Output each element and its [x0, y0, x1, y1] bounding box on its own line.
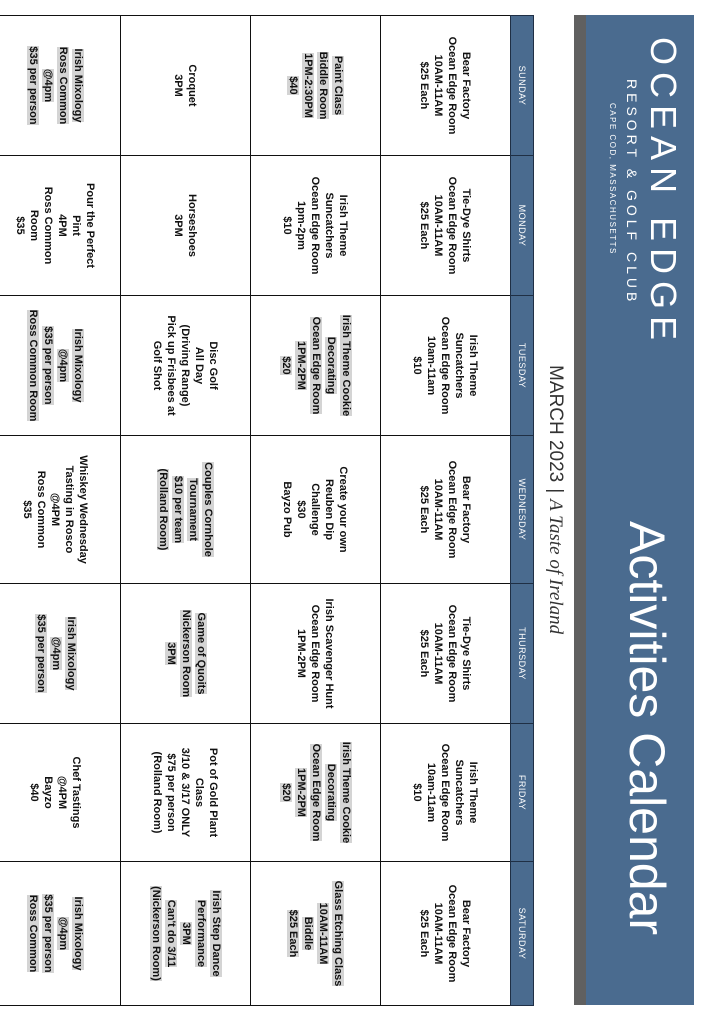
activity-line: $30	[295, 500, 308, 519]
calendar-grid	[0, 15, 534, 1006]
activity-line: 3PM	[172, 214, 185, 237]
day-header-row	[511, 16, 534, 1006]
activity-line: 10AM-11AM	[432, 478, 445, 541]
activity-line: All Day	[193, 346, 206, 385]
activity-entry	[172, 160, 200, 291]
calendar-cell	[0, 862, 121, 1006]
calendar-cell	[121, 436, 251, 584]
day-header: WEDNESDAY	[511, 436, 534, 584]
activity-line: Pour the Perfect	[84, 183, 97, 268]
month-label: MARCH 2023	[545, 365, 566, 483]
calendar-cell	[381, 584, 511, 724]
activity-line: Pick up Frisbees at	[165, 315, 178, 416]
activity-line: 10AM-11AM	[432, 194, 445, 257]
activity-line: Bayzo	[42, 776, 55, 809]
activity-line: Irish Theme Cookie	[340, 741, 352, 844]
activity-line: $25 Each	[418, 201, 431, 250]
activity-line: Ocean Edge Room	[446, 604, 459, 703]
activity-line: Irish Theme	[337, 194, 350, 257]
activity-line: $35 per person	[35, 614, 47, 693]
activity-entry	[418, 440, 474, 579]
activity-entry	[163, 588, 208, 719]
activity-line: Ross Common	[35, 470, 48, 549]
page-title: Activities Calendar	[619, 521, 675, 936]
activity-line: $10	[281, 216, 294, 235]
activity-line: 10AM-11AM	[432, 902, 445, 965]
activity-line: $25 Each	[287, 909, 300, 958]
calendar-cell	[381, 436, 511, 584]
activity-line: Pot of Gold Plant	[207, 747, 220, 838]
activity-line: Glass Etching Class	[332, 880, 345, 987]
activity-entry	[281, 440, 351, 579]
activity-line: Ocean Edge Room	[309, 176, 322, 275]
activity-line: Suncatchers	[453, 759, 466, 826]
activity-line: $20	[280, 783, 292, 802]
calendar-row	[251, 16, 381, 1006]
activity-entry	[151, 728, 221, 857]
calendar-cell	[381, 16, 511, 156]
activity-line: Room	[28, 209, 41, 242]
activity-entry	[418, 866, 474, 1001]
activity-entry	[278, 300, 353, 431]
activity-line: $25 Each	[418, 909, 431, 958]
activity-line: Ocean Edge Room	[446, 176, 459, 275]
activity-line: $25 Each	[418, 629, 431, 678]
calendar-cell	[0, 296, 121, 436]
activity-entry	[26, 300, 86, 431]
calendar-cell	[0, 724, 121, 862]
activity-line: Class	[193, 777, 206, 808]
theme-label: A Taste of Ireland	[545, 499, 566, 635]
calendar-cell	[251, 862, 381, 1006]
activity-line: @4PM	[56, 775, 69, 810]
activity-line: Irish Theme	[467, 761, 480, 824]
activity-line: $35 per person	[42, 894, 55, 973]
activity-line: 3/10 & 3/17 ONLY	[179, 747, 192, 838]
activity-line: Can't do 3/11	[165, 899, 177, 968]
activity-entry	[418, 588, 474, 719]
day-header: SUNDAY	[511, 16, 534, 156]
activity-line: Ross Common	[27, 894, 40, 973]
activity-line: Irish Scavenger Hunt	[323, 598, 336, 709]
activity-line: Golf Shot	[151, 340, 164, 391]
activity-line: Game of Quoits	[195, 612, 207, 695]
header-banner	[586, 15, 694, 1005]
activity-line: $40	[28, 783, 41, 802]
brand-logo: OCEAN EDGE	[643, 37, 684, 348]
activity-line: 10am-11am	[425, 762, 438, 823]
activity-line: $35	[14, 216, 27, 235]
activity-entry	[28, 728, 84, 857]
activity-line: 3PM	[165, 642, 177, 665]
activity-line: Biddle	[302, 916, 315, 951]
activity-line: Ocean Edge Room	[439, 316, 452, 415]
calendar-row	[381, 16, 511, 1006]
calendar-cell	[0, 584, 121, 724]
activity-line: Bear Factory	[460, 899, 473, 968]
day-header: SATURDAY	[511, 862, 534, 1006]
activity-line: $35	[21, 500, 34, 519]
activity-entry	[21, 440, 91, 579]
activity-line: Ross Common Room	[27, 309, 40, 422]
activity-line: Irish Theme	[467, 334, 480, 397]
activity-entry	[295, 588, 337, 719]
activity-line: @4pm	[42, 68, 55, 103]
activity-line: @4PM	[49, 492, 62, 527]
activity-entry	[418, 20, 474, 151]
activity-line: $25 Each	[418, 61, 431, 110]
activity-line: $25 Each	[418, 485, 431, 534]
month-subtitle	[544, 365, 566, 634]
calendar-cell	[121, 296, 251, 436]
activity-line: Create your own	[337, 466, 350, 553]
activity-line: Ocean Edge Room	[446, 460, 459, 559]
activity-line: Tie-Dye Shirts	[460, 188, 473, 263]
activity-line: 1PM-2PM	[295, 768, 307, 817]
activity-entry	[26, 20, 86, 151]
calendar-row	[121, 16, 251, 1006]
activity-line: Tasting in Rosco	[63, 465, 76, 554]
calendar-cell	[251, 584, 381, 724]
activity-entry	[418, 160, 474, 291]
calendar-cell	[251, 724, 381, 862]
activity-entry	[278, 728, 353, 857]
activity-entry	[151, 300, 221, 431]
activity-line: (Rolland Room)	[157, 468, 170, 551]
activity-line: Irish Mixology	[72, 896, 85, 971]
activity-line: Ross Common	[57, 46, 70, 125]
day-header: TUESDAY	[511, 296, 534, 436]
activity-line: 1PM-2PM	[295, 341, 307, 390]
activity-line: Irish Mixology	[72, 48, 85, 123]
activity-line: Irish Theme Cookie	[340, 314, 352, 417]
activity-line: @4pm	[57, 348, 70, 383]
activity-line: Irish Mixology	[65, 616, 77, 691]
activity-entry	[286, 20, 346, 151]
activity-line: (Nickerson Room)	[150, 886, 162, 981]
activity-entry	[286, 866, 346, 1001]
activity-line: Tie-Dye Shirts	[460, 616, 473, 691]
activity-line: 1PM-2PM	[295, 629, 308, 678]
activity-line: Irish Mixology	[72, 328, 85, 403]
activity-line: Suncatchers	[453, 332, 466, 399]
calendar-cell	[121, 862, 251, 1006]
activity-line: $40	[287, 76, 300, 95]
calendar-cell	[251, 296, 381, 436]
activity-line: Decorating	[325, 336, 337, 395]
calendar-row	[0, 16, 121, 1006]
activity-line: 10AM-11AM	[432, 54, 445, 117]
activity-entry	[281, 160, 351, 291]
activity-line: Challenge	[309, 483, 322, 536]
activity-line: @4pm	[50, 636, 62, 671]
activity-line: Ocean Edge Room	[439, 743, 452, 842]
activity-line: 3PM	[172, 74, 185, 97]
activity-line: Suncatchers	[323, 192, 336, 259]
activity-line: Irish Step Dance	[210, 890, 222, 977]
activity-line: $35 per person	[27, 46, 40, 125]
activity-entry	[26, 866, 86, 1001]
calendar-cell	[381, 724, 511, 862]
divider-band	[574, 15, 586, 1005]
calendar-cell	[121, 156, 251, 296]
activity-line: $20	[280, 356, 292, 375]
calendar-cell	[381, 862, 511, 1006]
activity-line: Ocean Edge Room	[310, 743, 322, 842]
activity-line: (Rolland Room)	[151, 751, 164, 834]
activity-line: Performance	[195, 899, 207, 968]
calendar-cell	[381, 296, 511, 436]
activity-entry	[411, 728, 481, 857]
activity-line: Paint Class	[332, 55, 345, 116]
activity-line: @4pm	[57, 916, 70, 951]
activity-line: Pint	[70, 215, 83, 236]
activity-line: Couples Cornhole	[202, 462, 215, 557]
calendar-cell	[251, 156, 381, 296]
activity-line: $10 per team	[172, 475, 185, 544]
activity-entry	[33, 588, 78, 719]
activity-line: (Driving Range)	[179, 324, 192, 407]
activity-line: 3PM	[180, 922, 192, 945]
day-header: FRIDAY	[511, 724, 534, 862]
calendar-cell	[0, 16, 121, 156]
activity-line: Ross Common	[42, 186, 55, 265]
calendar-cell	[121, 16, 251, 156]
activity-line: Reuben Dip	[323, 478, 336, 541]
activity-line: $75 per person	[165, 753, 178, 832]
activity-entry	[148, 866, 223, 1001]
activity-line: Bear Factory	[460, 51, 473, 120]
calendar-cell	[121, 584, 251, 724]
activity-line: Tournament	[187, 478, 200, 541]
calendar-cell	[381, 156, 511, 296]
calendar-cell	[0, 156, 121, 296]
activity-entry	[172, 20, 200, 151]
brand-location: CAPE COD, MASSACHUSETTS	[608, 103, 617, 255]
activity-line: Nickerson Room	[180, 609, 192, 698]
activity-line: 4PM	[56, 214, 69, 237]
subtitle-divider: |	[545, 488, 566, 494]
activity-line: Ocean Edge Room	[446, 36, 459, 135]
activity-line: $35 per person	[42, 326, 55, 405]
activity-line: 10AM-11AM	[432, 622, 445, 685]
calendar-cell	[251, 16, 381, 156]
activity-line: Ocean Edge Room	[446, 884, 459, 983]
activity-line: Disc Golf	[207, 341, 220, 390]
activity-line: Biddle Room	[317, 51, 330, 120]
activity-line: Bear Factory	[460, 475, 473, 544]
calendar-cell	[121, 724, 251, 862]
activity-entry	[14, 160, 98, 291]
activity-line: Horseshoes	[186, 194, 199, 257]
day-header: THURSDAY	[511, 584, 534, 724]
activity-line: Croquet	[186, 64, 199, 107]
activity-line: Decorating	[325, 763, 337, 822]
activity-line: Bayzo Pub	[281, 481, 294, 538]
brand-subtitle: RESORT & GOLF CLUB	[624, 79, 640, 306]
activity-line: 10AM-11AM	[317, 902, 330, 965]
activity-line: Whiskey Wednesday	[77, 455, 90, 564]
activity-line: Chef Tastings	[70, 756, 83, 829]
activity-line: 10am-11am	[425, 335, 438, 396]
activity-line: Ocean Edge Room	[310, 316, 322, 415]
activity-entry	[411, 300, 481, 431]
calendar-cell	[251, 436, 381, 584]
activity-line: 1PM-2:30PM	[302, 53, 315, 118]
activity-line: $10	[411, 783, 424, 802]
activity-line: Ocean Edge Room	[309, 604, 322, 703]
activity-entry	[156, 440, 216, 579]
activity-line: 1pm-2pm	[295, 201, 308, 250]
activity-line: $10	[411, 356, 424, 375]
day-header: MONDAY	[511, 156, 534, 296]
calendar-cell	[0, 436, 121, 584]
